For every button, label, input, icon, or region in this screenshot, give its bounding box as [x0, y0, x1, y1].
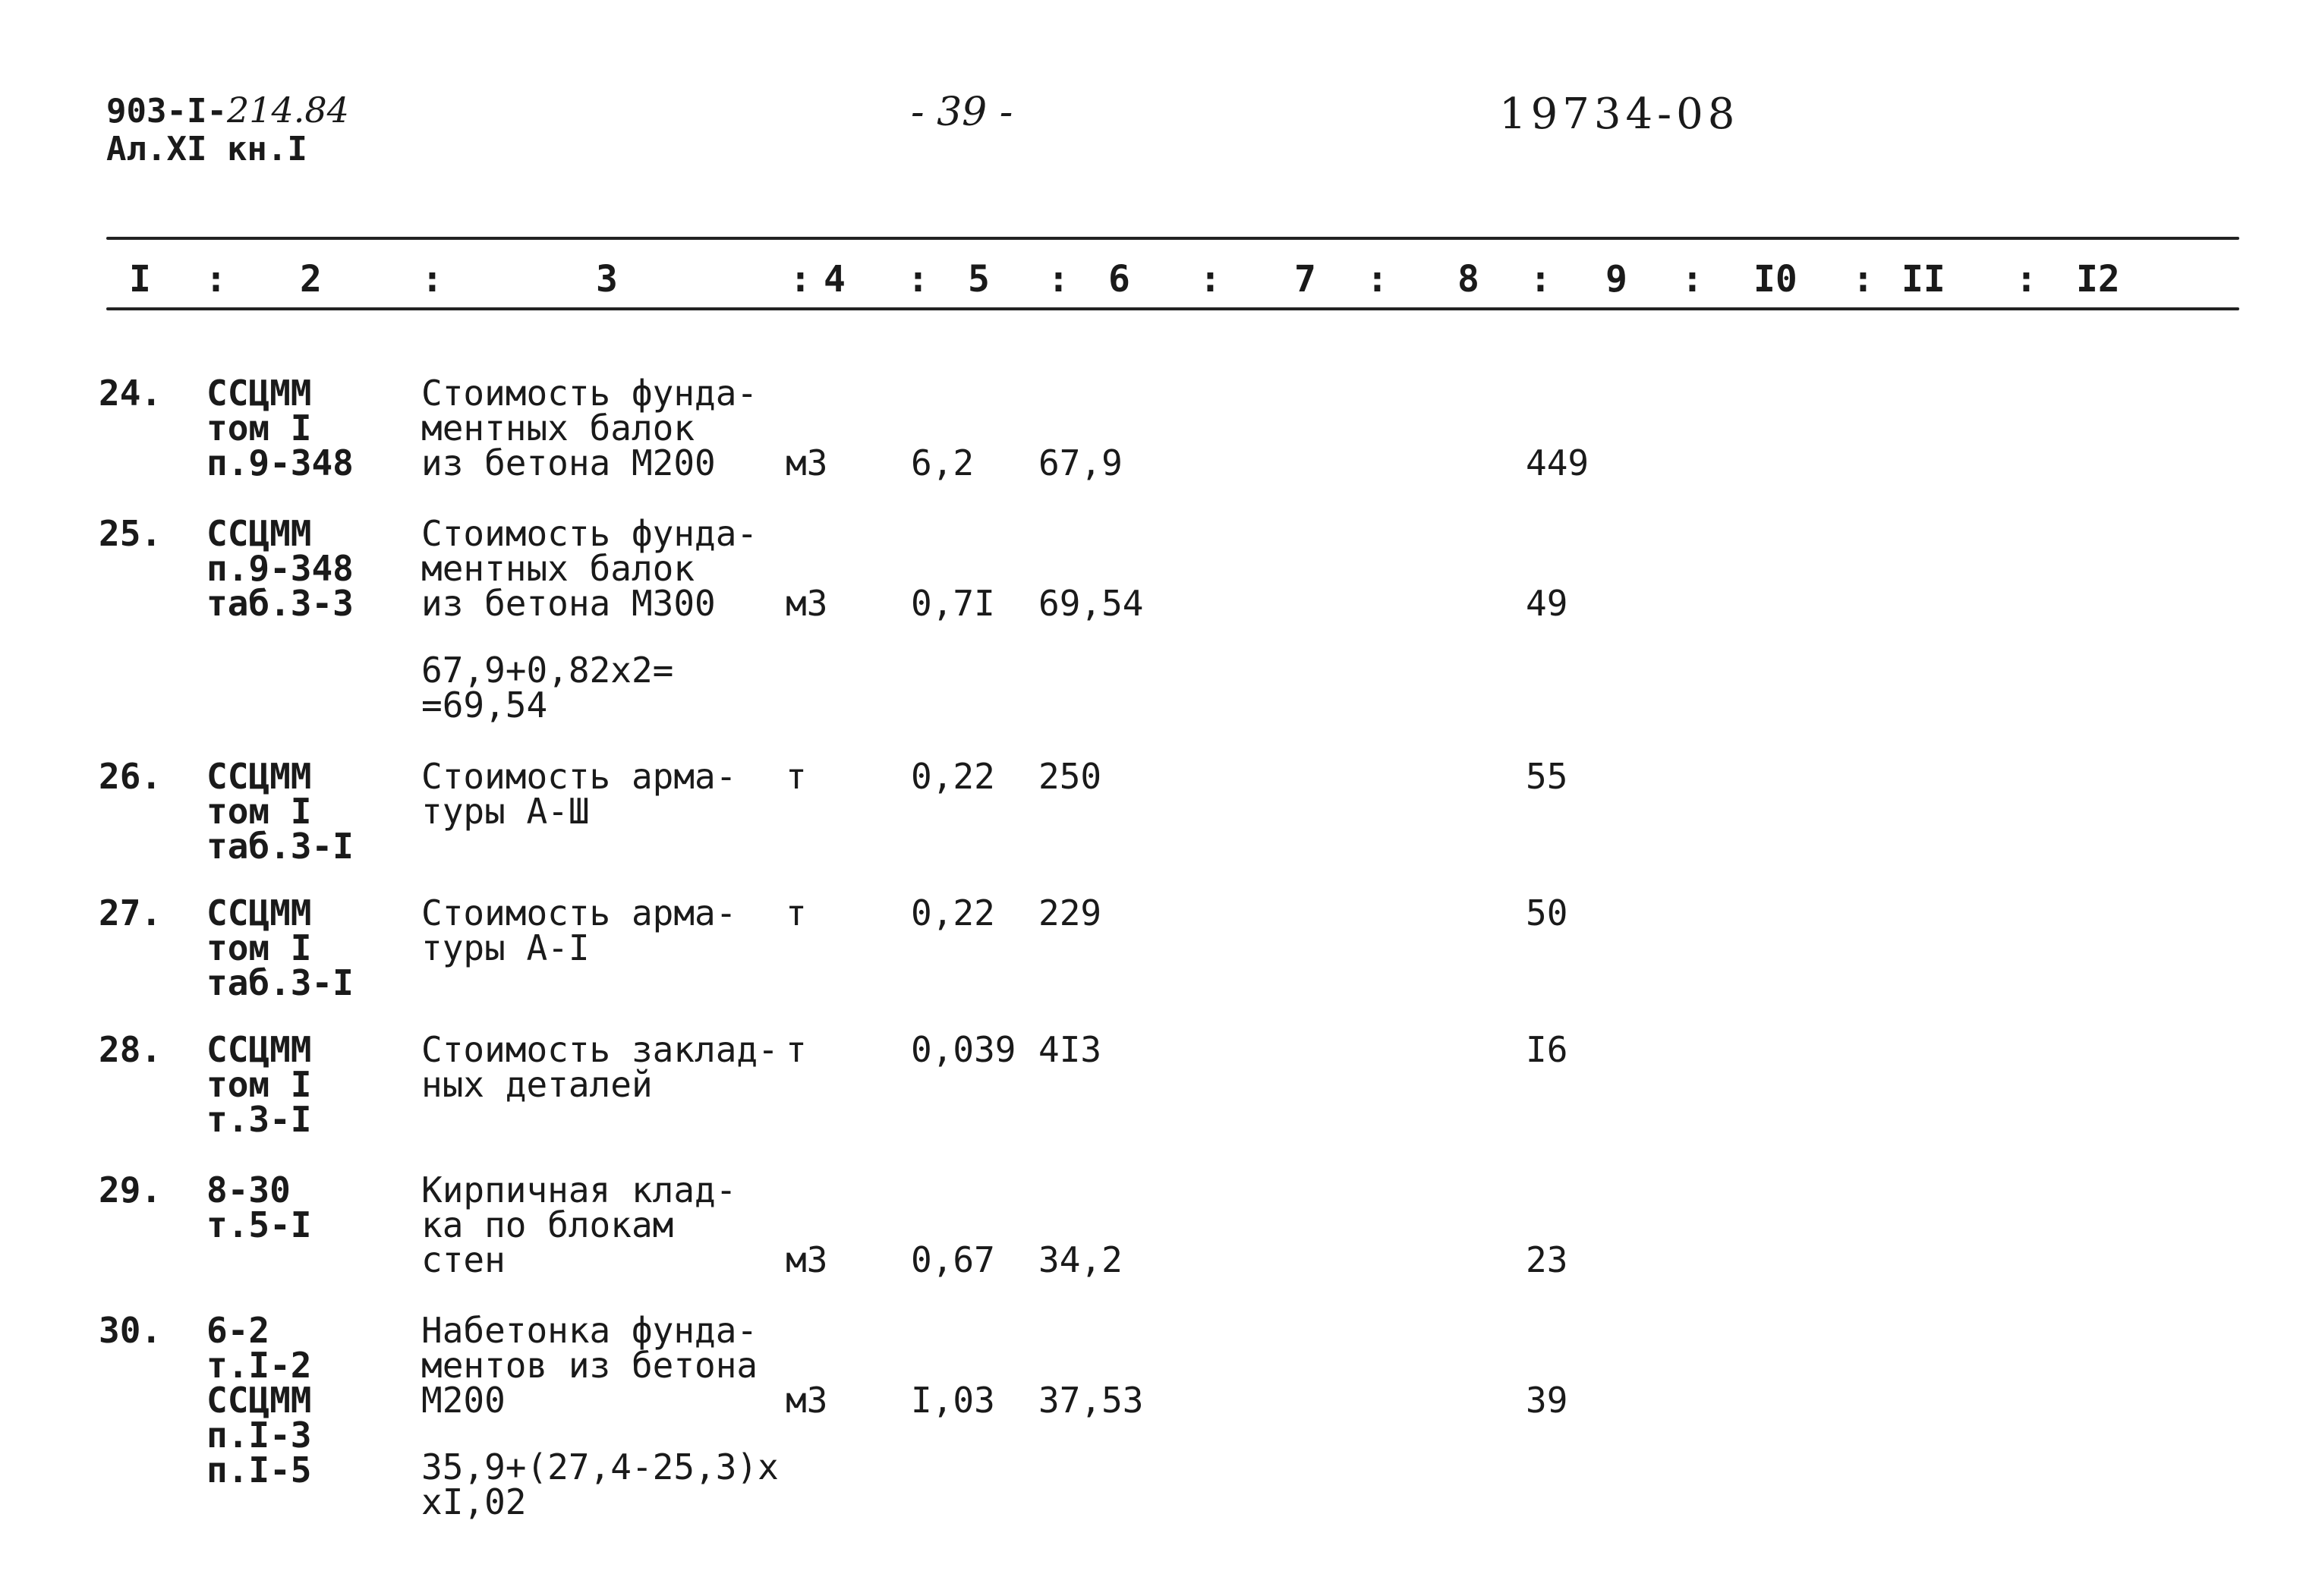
- row-reference: ССЦММ том I п.9-348: [206, 373, 354, 483]
- row-quantity: 0,22: [911, 892, 995, 933]
- row-quantity: 6,2: [911, 442, 975, 483]
- row-total: I6: [1526, 1029, 1568, 1070]
- row-number: 25.: [99, 513, 162, 554]
- row-total: 50: [1526, 892, 1568, 933]
- row-number: 28.: [99, 1029, 162, 1070]
- column-number-11: II: [1901, 258, 1946, 301]
- document-volume: Ал.XI кн.I: [106, 130, 307, 168]
- row-number: 29.: [99, 1169, 162, 1210]
- top-rule: [106, 237, 2239, 240]
- row-unit: м3: [786, 583, 828, 624]
- row-reference: ССЦММ том I т.3-I: [206, 1029, 312, 1140]
- row-unit: м3: [786, 442, 828, 483]
- row-unit-price: 37,53: [1038, 1380, 1144, 1421]
- column-separator: :: [2015, 258, 2037, 301]
- row-number: 24.: [99, 373, 162, 414]
- row-unit-price: 69,54: [1038, 583, 1144, 624]
- row-total: 55: [1526, 756, 1568, 797]
- row-description: Стоимость заклад- ных деталей: [421, 1029, 779, 1105]
- row-total: 23: [1526, 1239, 1568, 1280]
- row-description: Стоимость арма- туры А-Ш: [421, 756, 737, 832]
- row-total: 49: [1526, 583, 1568, 624]
- row-unit: м3: [786, 1239, 828, 1280]
- column-separator: :: [1530, 258, 1552, 301]
- column-number-7: 7: [1294, 258, 1316, 301]
- column-separator: :: [1681, 258, 1703, 301]
- column-number-5: 5: [968, 258, 990, 301]
- column-separator: :: [421, 258, 443, 301]
- column-number-3: 3: [596, 258, 618, 301]
- row-unit: м3: [786, 1380, 828, 1421]
- document-id: 19734-08: [1499, 90, 1740, 139]
- row-reference: ССЦММ том I таб.3-I: [206, 892, 354, 1003]
- row-unit-price: 67,9: [1038, 442, 1123, 483]
- row-quantity: 0,22: [911, 756, 995, 797]
- header-underline-rule: [106, 307, 2239, 310]
- column-number-1: I: [129, 258, 151, 301]
- row-description: Кирпичная клад- ка по блокам стен: [421, 1169, 737, 1280]
- document-code: [106, 91, 349, 168]
- column-separator: :: [789, 258, 811, 301]
- column-separator: :: [907, 258, 929, 301]
- document-code-handwritten: 214.84: [226, 90, 349, 131]
- column-number-9: 9: [1605, 258, 1627, 301]
- row-number: 30.: [99, 1310, 162, 1351]
- row-quantity: 0,67: [911, 1239, 995, 1280]
- row-reference: 8-30 т.5-I: [206, 1169, 312, 1245]
- row-unit: т: [786, 892, 807, 933]
- row-calculation-note: 67,9+0,82х2= =69,54: [421, 650, 674, 726]
- row-unit-price: 229: [1038, 892, 1102, 933]
- column-separator: :: [1366, 258, 1388, 301]
- row-description: Набетонка фунда- ментов из бетона М200: [421, 1310, 758, 1421]
- row-description: Стоимость фунда- ментных балок из бетона М300: [421, 513, 758, 624]
- page-number: - 39 -: [911, 90, 1013, 135]
- column-number-4: 4: [824, 258, 846, 301]
- row-reference: ССЦММ п.9-348 таб.3-3: [206, 513, 354, 624]
- column-number-12: I2: [2076, 258, 2120, 301]
- row-reference: ССЦММ том I таб.3-I: [206, 756, 354, 867]
- row-description: Стоимость арма- туры А-I: [421, 892, 737, 968]
- row-quantity: 0,039: [911, 1029, 1016, 1070]
- document-code-prefix: 903-I-: [106, 92, 227, 131]
- column-number-10: I0: [1753, 258, 1797, 301]
- row-reference: 6-2 т.I-2 ССЦММ п.I-3 п.I-5: [206, 1310, 312, 1491]
- row-quantity: 0,7I: [911, 583, 995, 624]
- row-description: Стоимость фунда- ментных балок из бетона М200: [421, 373, 758, 483]
- column-separator: :: [1199, 258, 1221, 301]
- row-unit-price: 4I3: [1038, 1029, 1102, 1070]
- column-number-6: 6: [1108, 258, 1130, 301]
- row-unit: т: [786, 756, 807, 797]
- column-separator: :: [1852, 258, 1874, 301]
- column-separator: :: [1048, 258, 1070, 301]
- row-calculation-note: 35,9+(27,4-25,3)х хI,02: [421, 1446, 779, 1522]
- column-number-2: 2: [300, 258, 322, 301]
- row-quantity: I,03: [911, 1380, 995, 1421]
- row-number: 26.: [99, 756, 162, 797]
- row-total: 449: [1526, 442, 1589, 483]
- column-number-8: 8: [1457, 258, 1479, 301]
- row-number: 27.: [99, 892, 162, 933]
- row-unit: т: [786, 1029, 807, 1070]
- row-total: 39: [1526, 1380, 1568, 1421]
- row-unit-price: 34,2: [1038, 1239, 1123, 1280]
- row-unit-price: 250: [1038, 756, 1102, 797]
- column-separator: :: [205, 258, 227, 301]
